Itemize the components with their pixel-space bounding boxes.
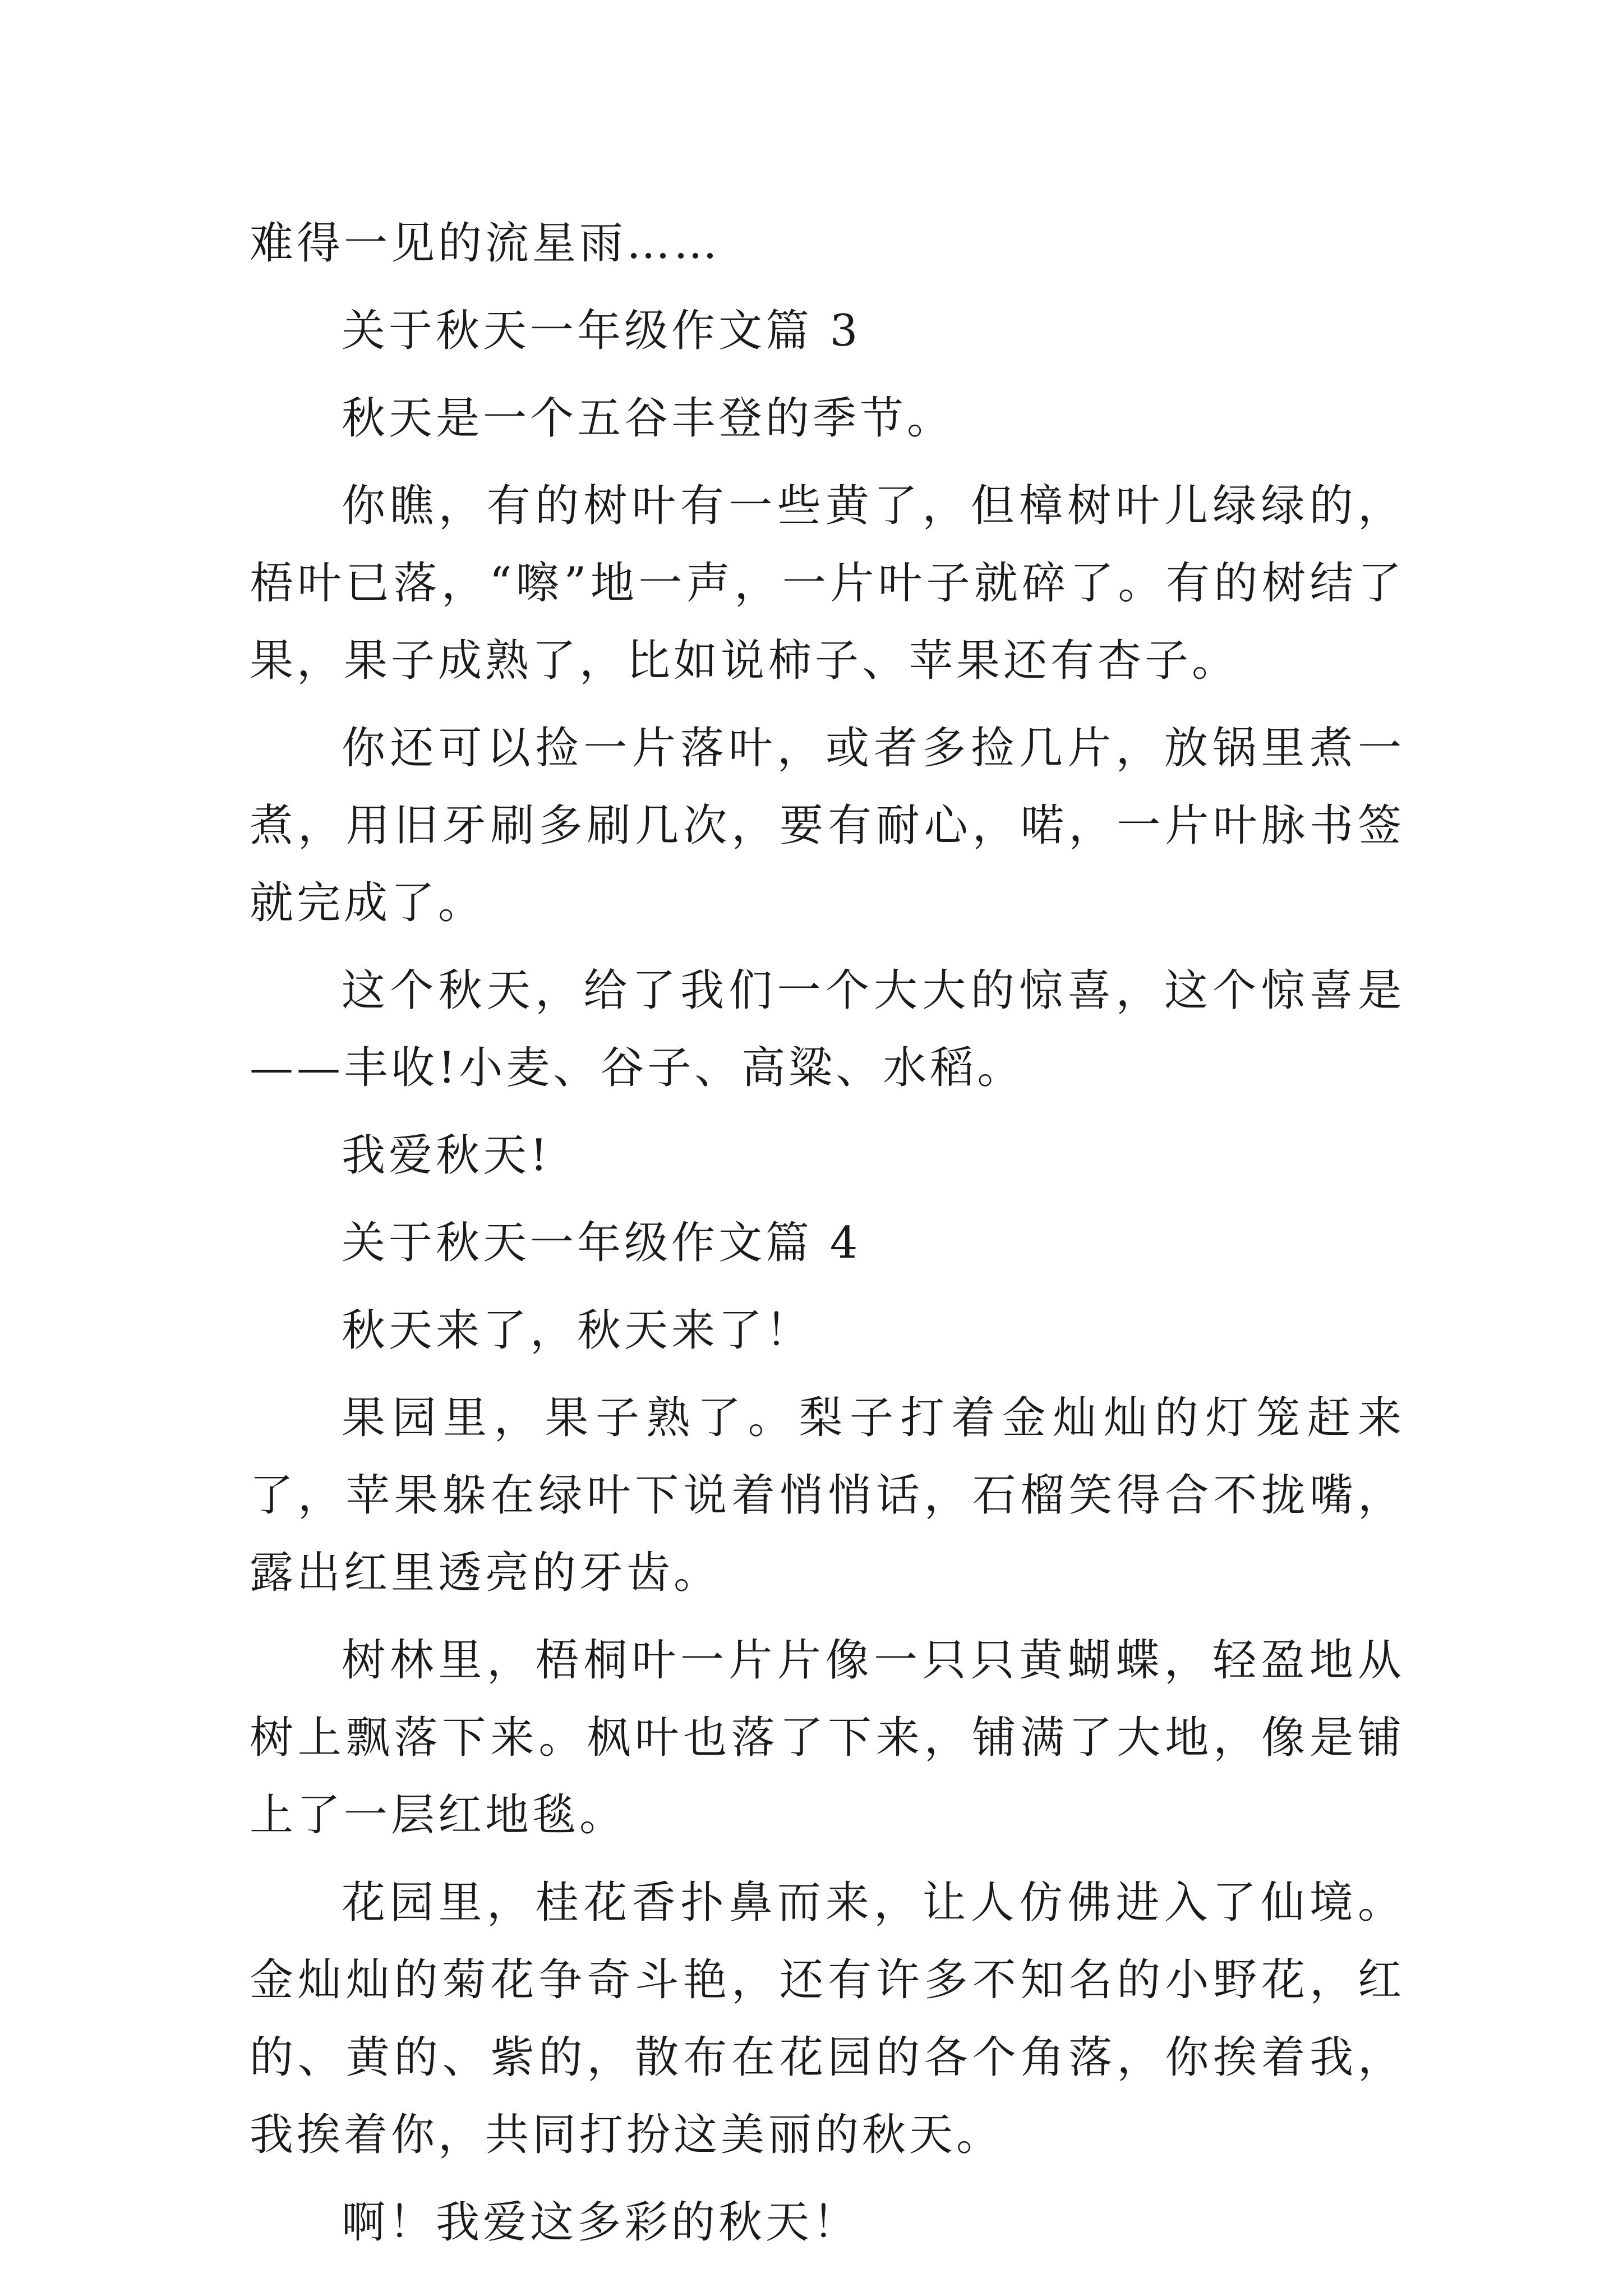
paragraph: 花园里，桂花香扑鼻而来，让人仿佛进入了仙境。金灿灿的菊花争奇斗艳，还有许多不知名的小野花，红的、黄的、紫的，散布在花园的各个角落，你挨着我，我挨着你，共同打扮这美丽的秋天。 <box>250 1878 1405 2160</box>
paragraph: 这个秋天，给了我们一个大大的惊喜，这个惊喜是——丰收!小麦、谷子、高粱、水稻。 <box>250 965 1405 1093</box>
paragraph: 我爱秋天! <box>342 1130 551 1181</box>
paragraph: 你还可以捡一片落叶，或者多捡几片，放锅里煮一煮，用旧牙刷多刷几次，要有耐心，喏，一片叶脉书签就完成了。 <box>250 723 1405 928</box>
paragraph: 树林里，梧桐叶一片片像一只只黄蝴蝶，轻盈地从树上飘落下来。枫叶也落了下来，铺满了大地，像是铺上了一层红地毯。 <box>250 1635 1405 1841</box>
section-heading: 关于秋天一年级作文篇 3 <box>342 306 861 356</box>
paragraph: 秋天来了，秋天来了！ <box>342 1305 813 1356</box>
paragraph: 秋天是一个五谷丰登的季节。 <box>342 393 955 444</box>
paragraph-continuation: 难得一见的流星雨…… <box>250 218 721 269</box>
document-body <box>250 205 1405 2271</box>
paragraph: 果园里，果子熟了。梨子打着金灿灿的灯笼赶来了，苹果躲在绿叶下说着悄悄话，石榴笑得合不拢嘴，露出红里透亮的牙齿。 <box>250 1393 1405 1598</box>
section-heading: 关于秋天一年级作文篇 4 <box>342 1218 861 1268</box>
paragraph: 你瞧，有的树叶有一些黄了，但樟树叶儿绿绿的，梧叶已落，“嚓”地一声，一片叶子就碎了。有的树结了果，果子成熟了，比如说柿子、苹果还有杏子。 <box>250 481 1405 686</box>
paragraph: 啊！我爱这多彩的秋天！ <box>342 2197 860 2248</box>
